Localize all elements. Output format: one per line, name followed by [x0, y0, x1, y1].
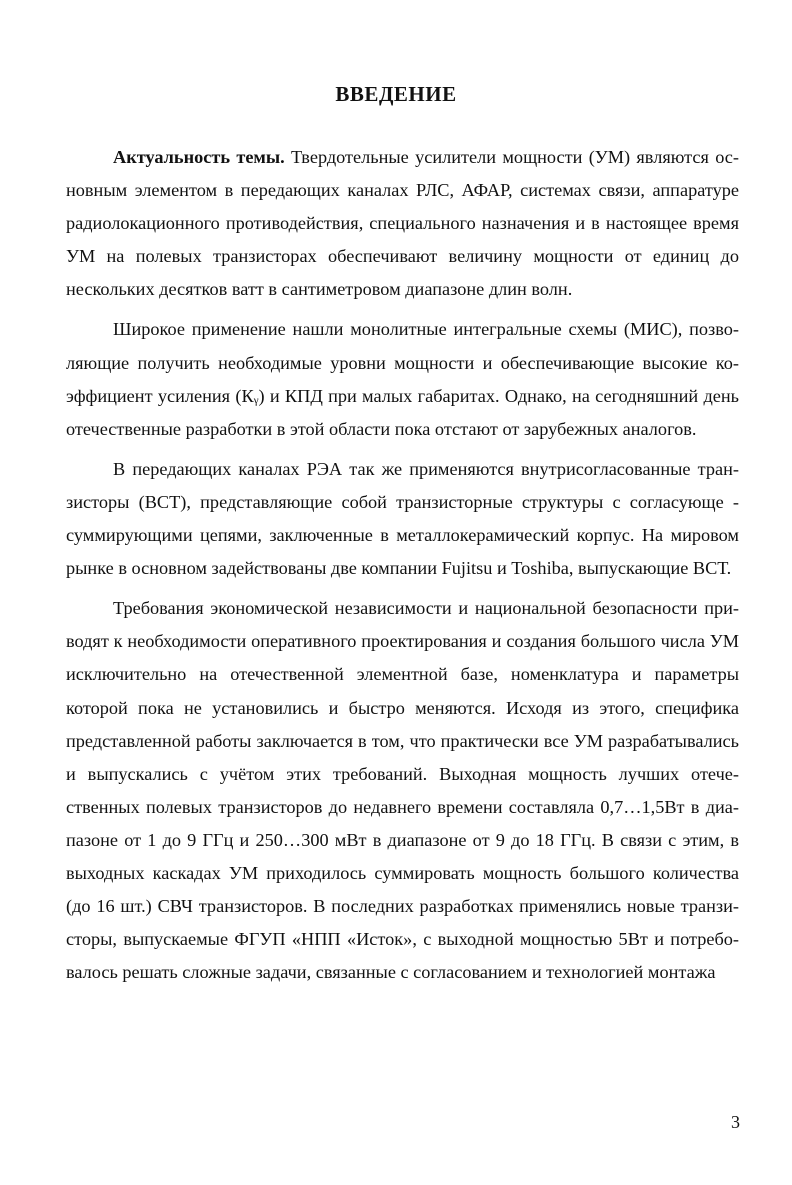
paragraph-mis: Широкое применение нашли монолитные интегральные схемы (МИС), позволяющие получить необходимые уровни мощности и обеспечивающие высокие коэффициент усиления (Кᵧ) и КПД при малых габаритах. Однако, на сегодняшний день отечественные разработки в этой области пока отстают от зарубежных аналогов. [66, 319, 739, 439]
paragraph-vst: В передающих каналах РЭА так же применяются внутрисогласованные транзисторы (ВСТ), представляющие собой транзисторные структуры с согласующе - суммирующими цепями, заключенные в металлокерамический корпус. На мировом рынке в основном задействованы две компании Fujitsu и Toshiba, выпускающие ВСТ. [66, 458, 739, 579]
page-number: 3 [731, 1112, 740, 1132]
paragraph-text-relevance: Твердотельные усилители мощности (УМ) являются основным элементом в передающих каналах РЛС, АФАР, системах связи, аппаратуре радиолокационного противодействия, специального назначения и в настоящее время УМ на полевых транзисторах обеспечивают величину мощности от единиц до нескольких десятков ватт в сантиметровом диапазоне длин волн. [66, 147, 739, 300]
paragraph-requirements: Требования экономической независимости и национальной безопасности приводят к необходимости оперативного проектирования и создания большого числа УМ исключительно на отечественной элементной базе, номенклатура и параметры которой пока не установились и быстро меняются. Исходя из этого, специфика представленной работы заключается в том, что практически все УМ разрабатывались и выпускались с учётом этих требований. Выходная мощность лучших отечественных полевых транзисторов до недавнего времени составляла 0,7…1,5Вт в диапазоне от 1 до 9 ГГц и 250…300 мВт в диапазоне от 9 до 18 ГГц. В связи с этим, в выходных каскадах УМ приходилось суммировать мощность большого количества (до 16 шт.) СВЧ транзисторов. В последних разработках применялись новые транзисторы, выпускаемые ФГУП «НПП «Исток», с выходной мощностью 5Вт и потребовалось решать сложные задачи, связанные с согласованием и технологией монтажа [66, 598, 739, 983]
paragraph-lead-relevance: Актуальность темы. [113, 147, 285, 167]
body-text [66, 141, 739, 996]
paragraph-relevance [66, 141, 739, 306]
page-title: ВВЕДЕНИЕ [335, 82, 457, 106]
